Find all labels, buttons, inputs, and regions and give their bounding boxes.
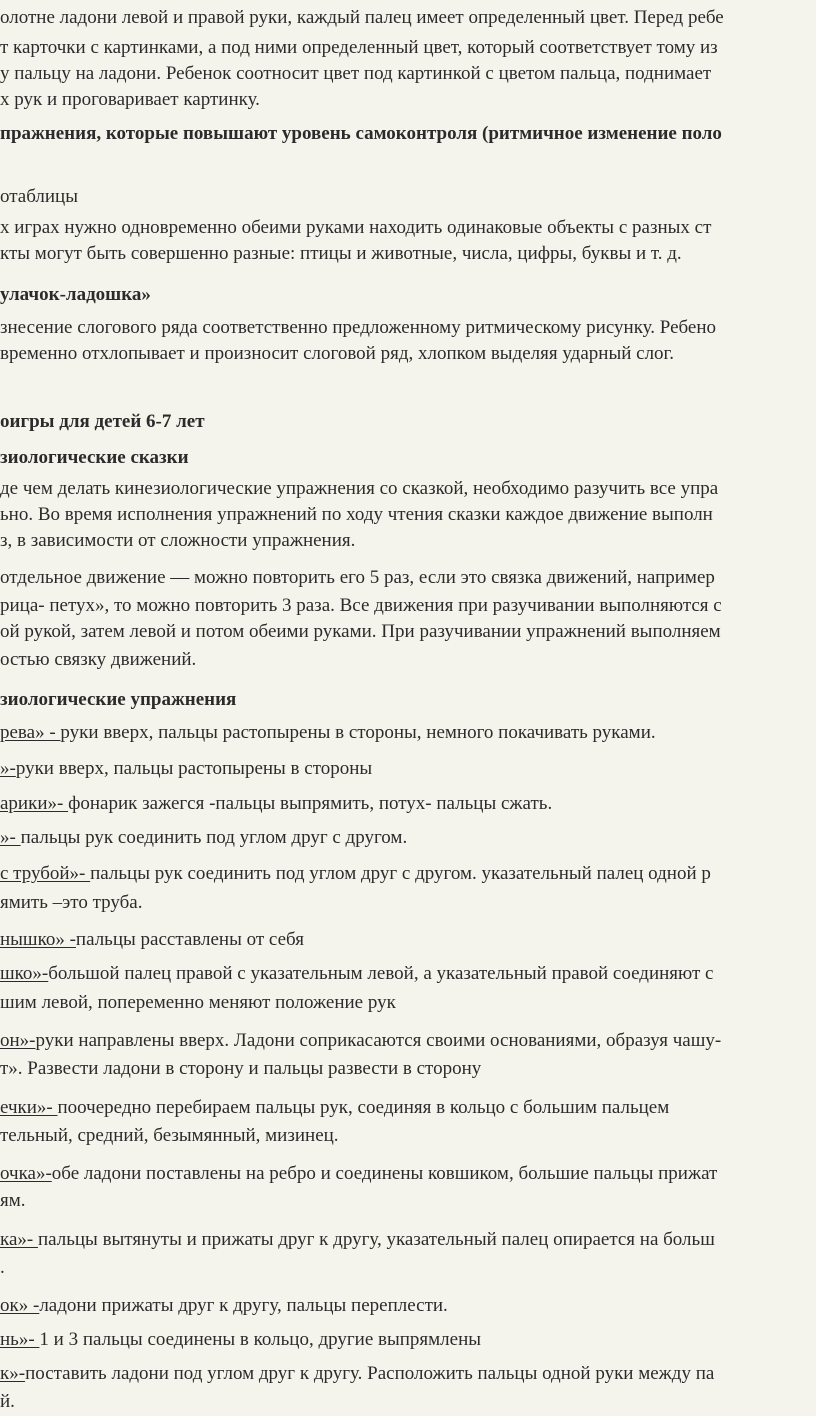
text-line: отдельное движение — можно повторить его 5 раз, если это связка движений, например [0,567,715,588]
exercise-name: очка»- [0,1163,52,1184]
text-line: временно отхлопывает и произносит слоговой ряд, хлопком выделяя ударный слог. [0,343,674,364]
subheading: зиологические сказки [0,447,189,468]
exercise-line [0,1228,715,1252]
exercise-name: »- [0,827,21,848]
exercise-line [0,792,552,816]
subheading: зиологические упражнения [0,689,237,710]
text-line: олотне ладони левой и правой руки, каждый палец имеет определенный цвет. Перед ребе [0,7,724,28]
exercise-description: фонарик зажегся -пальцы выпрямить, потух- пальцы сжать. [68,793,553,814]
text-line: остью связку движений. [0,649,197,670]
text-line: х рук и проговаривает картинку. [0,89,260,110]
text-line: де чем делать кинезиологические упражнения со сказкой, необходимо разучить все упра [0,478,719,499]
text-line: т». Развести ладони в сторону и пальцы развести в сторону [0,1058,482,1079]
subheading: отаблицы [0,186,78,207]
exercise-name: ок» - [0,1295,40,1316]
exercise-line [0,826,407,850]
exercise-line [0,962,713,986]
exercise-name: ка»- [0,1229,38,1250]
exercise-line [0,757,372,781]
exercise-name: ечки»- [0,1097,58,1118]
text-line: т карточки с картинками, а под ними определенный цвет, который соответствует тому из [0,37,718,58]
exercise-description: руки направлены вверх. Ладони соприкасаются своими основаниями, образуя чашу- [35,1030,722,1051]
text-line: ьно. Во время исполнения упражнений по ходу чтения сказки каждое движение выполн [0,504,713,525]
exercise-description: ладони прижаты друг к другу, пальцы переплести. [39,1295,448,1316]
exercise-description: обе ладони поставлены на ребро и соединены ковшиком, большие пальцы прижат [51,1163,718,1184]
exercise-line [0,1029,721,1053]
text-line: у пальцу на ладони. Ребенок соотносит цвет под картинкой с цветом пальца, поднимает [0,63,712,84]
exercise-description: большой палец правой с указательным левой, а указательный правой соединяют с [48,963,714,984]
exercise-name: он»- [0,1030,36,1051]
exercise-line [0,1162,717,1186]
exercise-line [0,1328,481,1352]
text-line: й. [0,1391,15,1412]
exercise-line [0,721,656,745]
exercise-name: нышко» - [0,929,76,950]
exercise-description: пальцы вытянуты и прижаты друг к другу, указательный палец опирается на больш [37,1229,715,1250]
text-line: кты могут быть совершенно разные: птицы и животные, числа, цифры, буквы и т. д. [0,243,682,264]
exercise-line [0,1362,714,1386]
exercise-heading: улачок-ладошка» [0,284,151,305]
text-line: знесение слогового ряда соответственно предложенному ритмическому рисунку. Ребено [0,317,717,338]
exercise-name: »- [0,758,16,779]
exercise-description: поставить ладони под углом друг к другу. Расположить пальцы одной руки между па [25,1363,715,1384]
exercise-description: руки вверх, пальцы растопырены в стороны [15,758,373,779]
exercise-line [0,862,711,886]
exercise-line [0,1096,669,1120]
exercise-description: поочередно перебираем пальцы рук, соединяя в кольцо с большим пальцем [57,1097,670,1118]
exercise-description: пальцы расставлены от себя [75,929,304,950]
exercise-description: руки вверх, пальцы растопырены в стороны, немного покачивать руками. [60,722,656,743]
text-line: ямить –это труба. [0,892,143,913]
section-heading: пражнения, которые повышают уровень самоконтроля (ритмичное изменение поло [0,123,722,144]
text-line: шим левой, попеременно меняют положение рук [0,992,396,1013]
exercise-description: пальцы рук соединить под углом друг с другом. [20,827,408,848]
exercise-name: шко»- [0,963,49,984]
exercise-name: рева» - [0,722,61,743]
exercise-description: пальцы рук соединить под углом друг с другом. указательный палец одной р [90,863,711,884]
text-line: тельный, средний, безымянный, мизинец. [0,1125,339,1146]
exercise-description: 1 и 3 пальцы соединены в кольцо, другие выпрямлены [39,1329,482,1350]
exercise-name: арики»- [0,793,69,814]
exercise-name: с трубой»- [0,863,91,884]
section-heading: оигры для детей 6-7 лет [0,411,205,432]
exercise-name: к»- [0,1363,26,1384]
text-line: х играх нужно одновременно обеими руками находить одинаковые объекты с разных ст [0,217,712,238]
text-line: рица- петух», то можно повторить 3 раза. Все движения при разучивании выполняются с [0,595,722,616]
text-line: . [0,1257,5,1278]
exercise-name: нь»- [0,1329,40,1350]
text-line: ой рукой, затем левой и потом обеими руками. При разучивании упражнений выполняем [0,621,721,642]
exercise-line [0,928,304,952]
text-line: ям. [0,1190,26,1211]
text-line: з, в зависимости от сложности упражнения. [0,530,356,551]
exercise-line [0,1294,448,1318]
